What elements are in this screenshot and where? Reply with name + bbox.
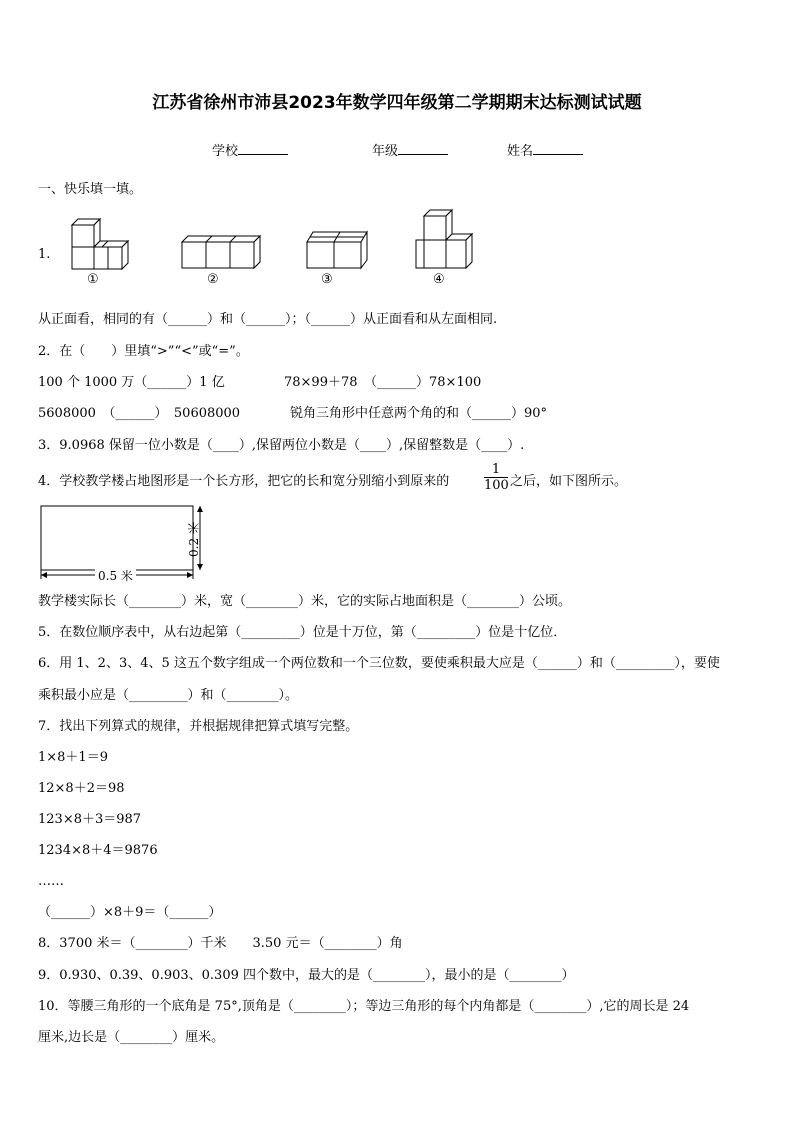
q2-title: 2．在（ ）里填“>”“<”或“=”。 bbox=[38, 344, 249, 359]
figure-1-label: ① bbox=[87, 272, 99, 287]
figure-3-label: ③ bbox=[321, 272, 333, 287]
name-field bbox=[507, 142, 583, 160]
q7-title: 7．找出下列算式的规律，并根据规律把算式填写完整。 bbox=[38, 719, 359, 734]
cube-figure-2 bbox=[180, 232, 266, 270]
q2-item-b: 78×99＋78 （______）78×100 bbox=[284, 375, 482, 390]
q6-line-1: 6．用 1、2、3、4、5 这五个数字组成一个两位数和一个三位数，要使乘积最大应是（______）和（_________），要使 bbox=[38, 656, 720, 671]
q10-line-1: 10．等腰三角形的一个底角是 75°,顶角是（________）；等边三角形的每个内角都是（________）,它的周长是 24 bbox=[38, 999, 690, 1014]
fraction-denominator: 100 bbox=[484, 478, 509, 493]
page-title: 江苏省徐州市沛县2023年数学四年级第二学期期末达标测试试题 bbox=[152, 93, 642, 113]
q4-fraction bbox=[484, 462, 508, 493]
q4-text-b: 之后，如下图所示。 bbox=[510, 474, 628, 489]
q2-item-d: 锐角三角形中任意两个角的和（______）90° bbox=[290, 406, 548, 421]
q10-line-2: 厘米,边长是（________）厘米。 bbox=[38, 1030, 225, 1045]
length-label: 0.5 米 bbox=[95, 568, 136, 584]
q7-ellipsis: …… bbox=[38, 874, 64, 889]
grade-field bbox=[372, 142, 448, 160]
figure-2-label: ② bbox=[207, 272, 219, 287]
q8-text: 8．3700 米＝（________）千米 3.50 元＝（________）角 bbox=[38, 936, 403, 951]
q9-text: 9．0.930、0.39、0.903、0.309 四个数中，最大的是（________），最小的是（________） bbox=[38, 968, 575, 983]
q5-text: 5．在数位顺序表中，从右边起第（_________）位是十万位，第（_________）位是十亿位． bbox=[38, 625, 567, 640]
figure-4-label: ④ bbox=[433, 272, 445, 287]
fraction-numerator: 1 bbox=[484, 462, 508, 478]
grade-blank[interactable] bbox=[398, 142, 448, 155]
school-blank[interactable] bbox=[238, 142, 288, 155]
cube-figure-3 bbox=[305, 228, 369, 270]
cube-figure-1 bbox=[68, 215, 134, 270]
name-blank[interactable] bbox=[533, 142, 583, 155]
q4-answer: 教学楼实际长（________）米，宽（________）米，它的实际占地面积是（________）公顷。 bbox=[38, 594, 572, 609]
q7-line: 123×8＋3＝987 bbox=[38, 812, 142, 827]
school-label: 学校 bbox=[212, 144, 239, 159]
q1-text: 从正面看，相同的有（______）和（______）；（______）从正面看和从左面相同. bbox=[38, 312, 498, 327]
q2-item-a: 100 个 1000 万（______）1 亿 bbox=[38, 375, 225, 390]
q7-line: 1234×8＋4＝9876 bbox=[38, 843, 158, 858]
q7-line: 1×8＋1＝9 bbox=[38, 750, 108, 765]
grade-label: 年级 bbox=[372, 144, 399, 159]
q7-line: 12×8＋2＝98 bbox=[38, 781, 125, 796]
q2-item-c: 5608000 （______） 50608000 bbox=[38, 406, 241, 421]
q1-number: 1. bbox=[38, 247, 51, 262]
cube-figure-4 bbox=[414, 208, 476, 270]
section-heading: 一、快乐填一填。 bbox=[38, 182, 143, 197]
q4-text-a: 4．学校教学楼占地图形是一个长方形，把它的长和宽分别缩小到原来的 bbox=[38, 474, 450, 489]
q3-text: 3．9.0968 保留一位小数是（____）,保留两位小数是（____）,保留整数是（____）. bbox=[38, 438, 525, 453]
school-field bbox=[212, 142, 288, 160]
name-label: 姓名 bbox=[507, 144, 534, 159]
width-label: 0.2 米 bbox=[187, 522, 201, 557]
q6-line-2: 乘积最小应是（_________）和（________）。 bbox=[38, 688, 299, 703]
q7-blank-line: （______）×8＋9＝（______） bbox=[38, 905, 222, 920]
